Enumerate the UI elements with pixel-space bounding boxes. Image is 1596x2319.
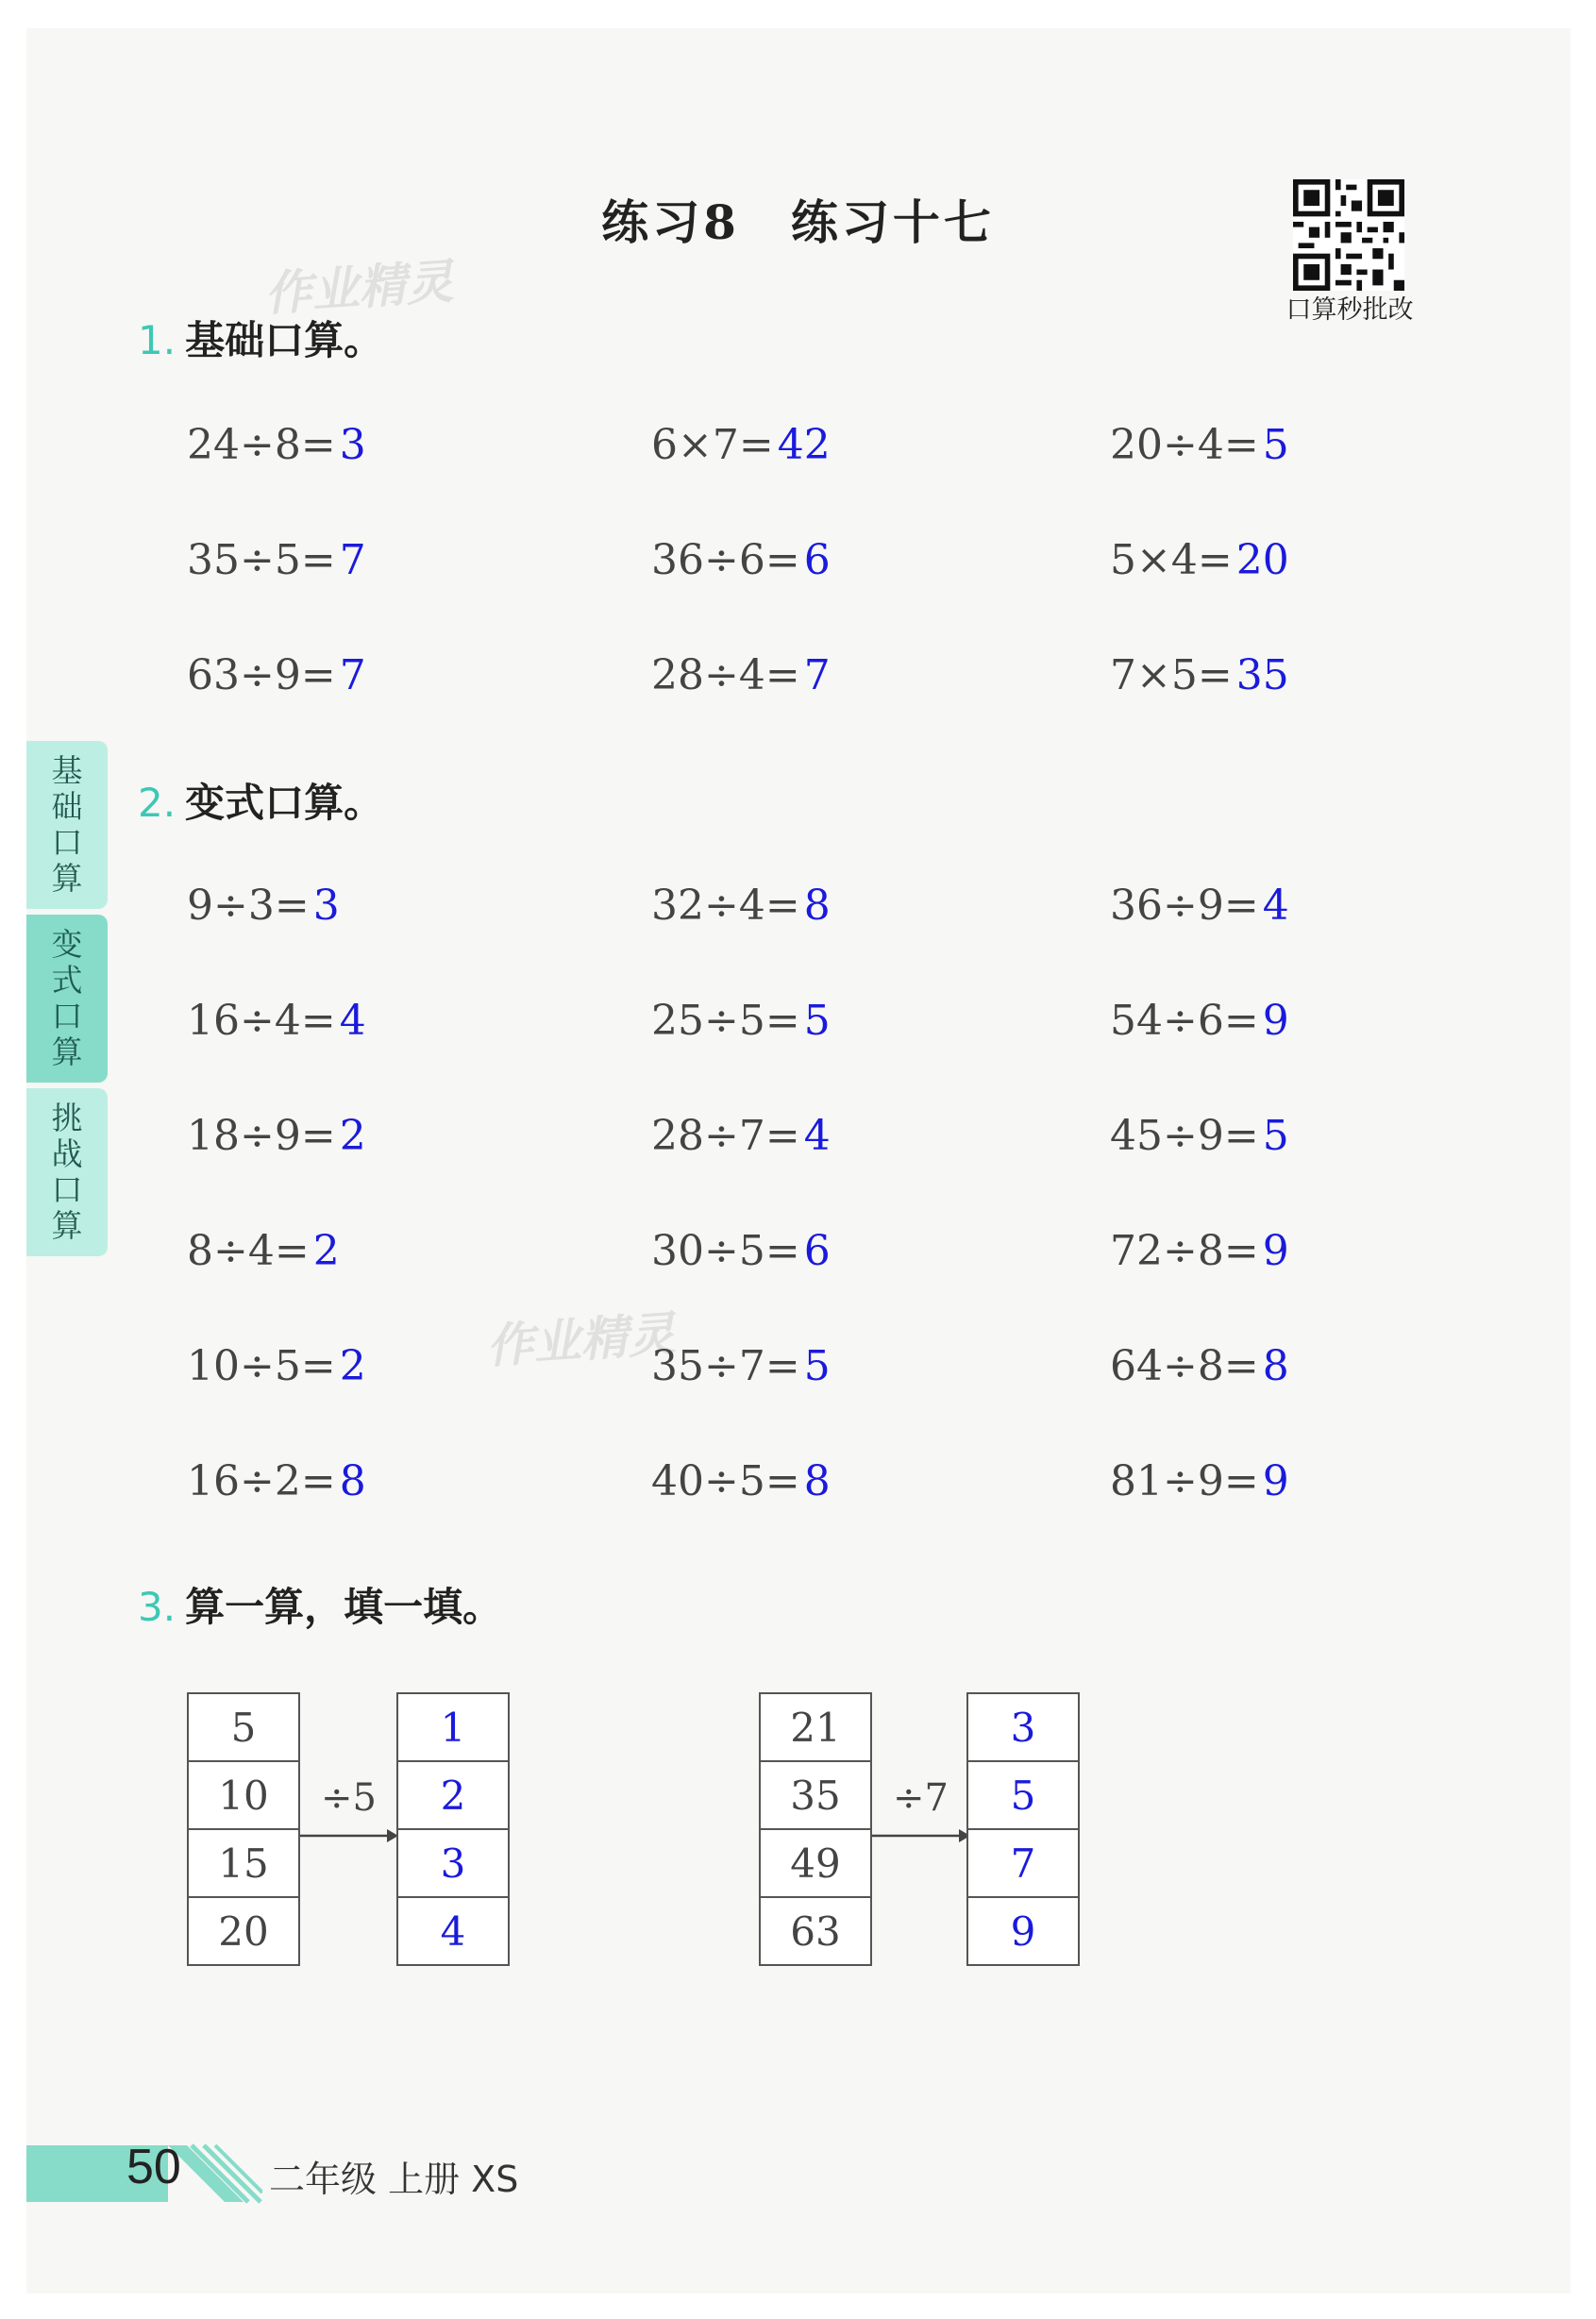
equation-expression: 35÷7= [651, 1342, 800, 1390]
equation-expression: 54÷6= [1110, 997, 1259, 1045]
equation [187, 536, 366, 584]
input-cell: 10 [187, 1760, 300, 1830]
input-cell: 15 [187, 1828, 300, 1898]
section-title [138, 772, 383, 829]
equation-answer[interactable]: 4 [803, 1112, 831, 1160]
answer-cell[interactable]: 5 [966, 1760, 1080, 1830]
section-number: 3. [138, 1584, 176, 1630]
equation [1110, 421, 1289, 469]
equation-expression: 7×5= [1110, 651, 1233, 699]
tab-basic-calc[interactable] [26, 741, 108, 909]
tab-char: 变 [51, 926, 83, 963]
equation-answer[interactable]: 5 [1262, 1112, 1289, 1160]
equation [1110, 651, 1289, 699]
equation-expression: 36÷6= [651, 536, 800, 584]
input-cell: 5 [187, 1692, 300, 1762]
equation [651, 882, 831, 930]
equation-answer[interactable]: 3 [339, 421, 366, 469]
equation [187, 651, 366, 699]
watermark: 作业精灵 [262, 254, 456, 322]
equation-expression: 32÷4= [651, 882, 800, 930]
tab-char: 础 [51, 788, 83, 825]
equation-expression: 20÷4= [1110, 421, 1259, 469]
answer-cell[interactable]: 1 [396, 1692, 510, 1762]
qr-label: 口算秒批改 [1285, 295, 1414, 325]
operation-label: ÷5 [321, 1776, 377, 1820]
equation-expression: 72÷8= [1110, 1227, 1259, 1275]
section-number: 2. [138, 780, 176, 826]
section-number: 1. [138, 317, 176, 363]
section-label: 算一算，填一填。 [185, 1584, 503, 1630]
equation-answer[interactable]: 9 [1262, 997, 1289, 1045]
equation-expression: 24÷8= [187, 421, 336, 469]
equation-expression: 16÷4= [187, 997, 336, 1045]
equation [1110, 1342, 1289, 1390]
equation-expression: 63÷9= [187, 651, 336, 699]
input-cell: 21 [759, 1692, 872, 1762]
equation-expression: 10÷5= [187, 1342, 336, 1390]
section-label: 变式口算。 [185, 780, 384, 826]
equation-answer[interactable]: 2 [339, 1112, 366, 1160]
section-title [138, 310, 383, 366]
equation-answer[interactable]: 2 [339, 1342, 366, 1390]
equation-answer[interactable]: 8 [1262, 1342, 1289, 1390]
equation-answer[interactable]: 5 [803, 1342, 831, 1390]
equation [1110, 536, 1289, 584]
equation [1110, 1227, 1289, 1275]
section-label: 基础口算。 [185, 317, 384, 363]
equation-expression: 18÷9= [187, 1112, 336, 1160]
equation-answer[interactable]: 4 [1262, 882, 1289, 930]
equation [651, 536, 831, 584]
tab-char: 口 [51, 998, 83, 1034]
output-column [396, 1694, 510, 1966]
equation [1110, 997, 1289, 1045]
side-tabs [26, 741, 108, 1262]
input-cell: 63 [759, 1896, 872, 1966]
equation-answer[interactable]: 7 [803, 651, 831, 699]
equation-expression: 16÷2= [187, 1457, 336, 1505]
equation-expression: 81÷9= [1110, 1457, 1259, 1505]
equation-expression: 45÷9= [1110, 1112, 1259, 1160]
answer-cell[interactable]: 4 [396, 1896, 510, 1966]
equation-answer[interactable]: 4 [339, 997, 366, 1045]
page-title: 练习8 练习十七 [601, 194, 995, 250]
input-column [759, 1694, 872, 1966]
equation-answer[interactable]: 9 [1262, 1457, 1289, 1505]
equation-expression: 28÷4= [651, 651, 800, 699]
tab-char: 式 [51, 962, 83, 999]
tab-char: 挑 [51, 1100, 83, 1136]
equation [187, 421, 366, 469]
tab-challenge-calc[interactable] [26, 1088, 108, 1256]
arrow-right-icon [300, 1826, 398, 1845]
equation [651, 651, 831, 699]
equation-answer[interactable]: 5 [1262, 421, 1289, 469]
answer-cell[interactable]: 3 [396, 1828, 510, 1898]
qr-code-icon[interactable] [1293, 179, 1404, 291]
equation-answer[interactable]: 9 [1262, 1227, 1289, 1275]
answer-cell[interactable]: 2 [396, 1760, 510, 1830]
answer-cell[interactable]: 7 [966, 1828, 1080, 1898]
equation-answer[interactable]: 7 [339, 651, 366, 699]
tab-char: 算 [51, 860, 83, 897]
equation-expression: 36÷9= [1110, 882, 1259, 930]
equation-expression: 30÷5= [651, 1227, 800, 1275]
tab-variant-calc[interactable] [26, 915, 108, 1083]
output-column [966, 1694, 1080, 1966]
equation [187, 1112, 366, 1160]
equation [187, 882, 340, 930]
equation [1110, 882, 1289, 930]
equation-answer[interactable]: 6 [803, 1227, 831, 1275]
arrow-right-icon [872, 1826, 970, 1845]
operation-label: ÷7 [893, 1776, 949, 1820]
equation [651, 1457, 831, 1505]
equation-expression: 64÷8= [1110, 1342, 1259, 1390]
equation [1110, 1457, 1289, 1505]
equation-expression: 25÷5= [651, 997, 800, 1045]
tab-char: 口 [51, 824, 83, 861]
equation-expression: 9÷3= [187, 882, 310, 930]
tab-char: 算 [51, 1033, 83, 1070]
equation [651, 1342, 831, 1390]
section-title [138, 1576, 502, 1633]
answer-cell[interactable]: 3 [966, 1692, 1080, 1762]
equation-answer[interactable]: 8 [339, 1457, 366, 1505]
equation-answer[interactable]: 6 [803, 536, 831, 584]
equation-answer[interactable]: 2 [312, 1227, 340, 1275]
equation-expression: 35÷5= [187, 536, 336, 584]
answer-cell[interactable]: 9 [966, 1896, 1080, 1966]
equation [187, 1342, 366, 1390]
tab-char: 战 [51, 1135, 83, 1172]
equation-expression: 40÷5= [651, 1457, 800, 1505]
page-number: 50 [126, 2140, 181, 2194]
grade-label: 二年级 上册 XS [269, 2159, 519, 2200]
equation [187, 1457, 366, 1505]
equation [651, 421, 831, 469]
equation-expression: 5×4= [1110, 536, 1233, 584]
tab-char: 算 [51, 1207, 83, 1244]
equation-answer[interactable]: 8 [803, 1457, 831, 1505]
input-column [187, 1694, 300, 1966]
watermark: 作业精灵 [484, 1306, 678, 1374]
equation [187, 997, 366, 1045]
tab-char: 口 [51, 1171, 83, 1208]
tab-char: 基 [51, 752, 83, 789]
equation [651, 997, 831, 1045]
equation-answer[interactable]: 7 [339, 536, 366, 584]
equation-answer[interactable]: 5 [803, 997, 831, 1045]
equation-expression: 6×7= [651, 421, 774, 469]
input-cell: 35 [759, 1760, 872, 1830]
equation [651, 1112, 831, 1160]
equation [651, 1227, 831, 1275]
input-cell: 49 [759, 1828, 872, 1898]
input-cell: 20 [187, 1896, 300, 1966]
equation-answer[interactable]: 8 [803, 882, 831, 930]
equation-answer[interactable]: 35 [1235, 651, 1289, 699]
equation-answer[interactable]: 20 [1235, 536, 1289, 584]
equation [1110, 1112, 1289, 1160]
equation-answer[interactable]: 3 [312, 882, 340, 930]
equation [187, 1227, 340, 1275]
equation-expression: 8÷4= [187, 1227, 310, 1275]
equation-expression: 28÷7= [651, 1112, 800, 1160]
equation-answer[interactable]: 42 [777, 421, 831, 469]
